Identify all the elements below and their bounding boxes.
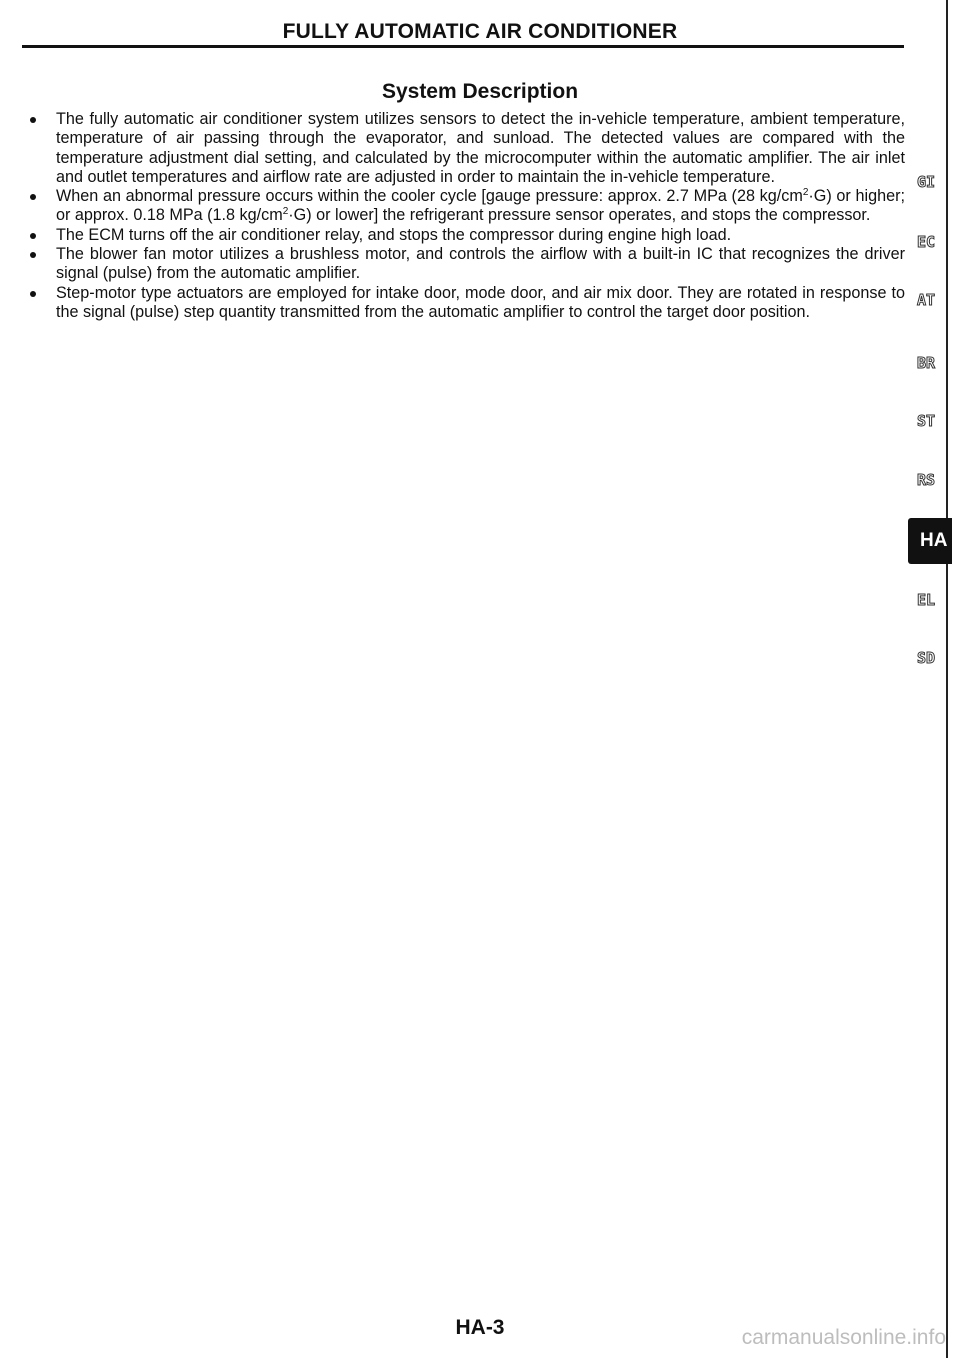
list-item: [30, 187, 905, 226]
side-tab-rs[interactable]: RS: [916, 471, 936, 489]
list-item-text: The blower fan motor utilizes a brushless motor, and controls the airflow with a built-in IC that recognizes the driver signal (pulse) from the automatic amplifier.: [56, 245, 905, 283]
list-item: [30, 110, 905, 187]
side-tab-ec[interactable]: EC: [916, 233, 936, 251]
side-tab-br[interactable]: BR: [916, 354, 936, 372]
list-item-text-part: ·G) or higher; or approx. 0.18 MPa (1.8 kg/cm: [56, 187, 905, 225]
list-item-text-part: ·G) or lower] the refrigerant pressure sensor operates, and stops the compressor.: [288, 206, 871, 225]
side-tab-gi[interactable]: GI: [916, 173, 936, 191]
list-item-text: Step-motor type actuators are employed for intake door, mode door, and air mix door. They are rotated in response to the signal (pulse) step quantity transmitted from the automatic amplifier to control the target door position.: [56, 283, 905, 321]
header-rule: [22, 45, 904, 48]
list-item-text: The ECM turns off the air conditioner relay, and stops the compressor during engine high load.: [56, 225, 732, 244]
list-item: [30, 245, 905, 284]
superscript: 2: [282, 206, 289, 218]
bullet-dot-icon: [30, 252, 36, 258]
section-title: System Description: [381, 80, 579, 103]
right-margin-rule: [946, 0, 948, 1358]
list-item-text-part: When an abnormal pressure occurs within the cooler cycle [gauge pressure: approx. 2.7 MPa (28 kg/cm: [56, 187, 803, 206]
description-list: [30, 110, 905, 322]
bullet-dot-icon: [30, 233, 36, 239]
bullet-dot-icon: [30, 117, 36, 123]
side-tab-el[interactable]: EL: [916, 591, 936, 609]
side-tab-sd[interactable]: SD: [916, 649, 936, 667]
page-header-title: FULLY AUTOMATIC AIR CONDITIONER: [282, 20, 678, 43]
list-item-text: The fully automatic air conditioner system utilizes sensors to detect the in-vehicle temperature, ambient temperature, temperature of air passing through the evaporator, and sunload. The detected values are compared with the temperature adjustment dial setting, and calculated by the microcomputer within the automatic amplifier. The air inlet and outlet temperatures and airflow rate are adjusted in order to maintain the in-vehicle temperature.: [56, 110, 905, 186]
side-tab-st[interactable]: ST: [916, 412, 936, 430]
side-tab-at[interactable]: AT: [916, 291, 936, 309]
bullet-dot-icon: [30, 194, 36, 200]
page-number: HA-3: [455, 1316, 505, 1339]
superscript: 2: [802, 187, 809, 199]
list-item: [30, 284, 905, 323]
list-item: [30, 226, 905, 245]
side-tab-ha-active[interactable]: HA: [908, 518, 952, 564]
bullet-dot-icon: [30, 291, 36, 297]
watermark-text: carmanualsonline.info: [741, 1326, 946, 1349]
